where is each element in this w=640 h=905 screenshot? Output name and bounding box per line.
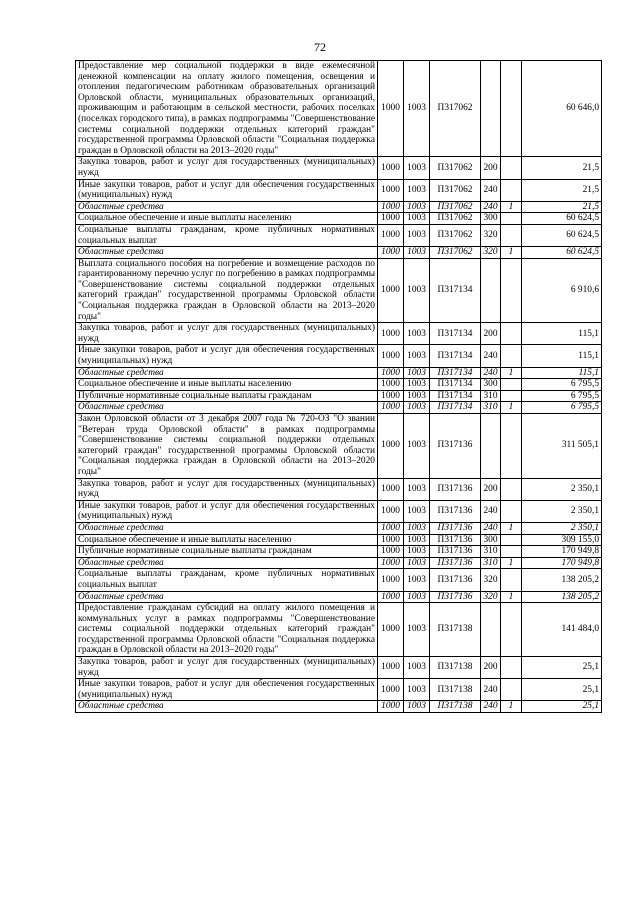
cell-expense-type: 200	[481, 657, 501, 679]
cell-expense-type	[481, 258, 501, 323]
cell-funding-source	[501, 390, 522, 402]
cell-funding-source	[501, 679, 522, 701]
cell-expense-type: 240	[481, 701, 501, 713]
cell-section: 1000	[378, 478, 404, 500]
cell-description: Областные средства	[76, 557, 378, 569]
cell-description: Предоставление мер социальной поддержки в виде ежемесячной денежной компенсации на оплату жилого помещения, освещения и отопления педагогическим работникам образовательных организаций Орловской области, муниципальных образовательных организаций, проживающим и работающим в сельской местности, рабочих поселках (поселках городского типа), в рамках подпрограммы "Совершенствование системы социальной поддержки отдельных категорий граждан" государственной программы Орловской области "Социальная поддержка граждан в Орловской области на 2013–2020 годы"	[76, 61, 378, 157]
cell-section: 1000	[378, 61, 404, 157]
cell-expense-type	[481, 603, 501, 657]
cell-amount: 141 484,0	[522, 603, 602, 657]
cell-funding-source: 1	[501, 591, 522, 603]
cell-subsection: 1003	[404, 679, 430, 701]
cell-subsection: 1003	[404, 179, 430, 201]
cell-description: Областные средства	[76, 701, 378, 713]
cell-target-code: П317138	[430, 679, 481, 701]
cell-amount: 60 646,0	[522, 61, 602, 157]
cell-subsection: 1003	[404, 61, 430, 157]
cell-subsection: 1003	[404, 500, 430, 522]
cell-target-code: П317136	[430, 546, 481, 558]
cell-expense-type: 200	[481, 157, 501, 179]
cell-description: Закон Орловской области от 3 декабря 2007 года № 720-ОЗ "О звании "Ветеран труда Орловской области" в рамках подпрограммы "Совершенствование системы социальной поддержки отдельных категорий граждан" государственной программы Орловской области "Социальная поддержка граждан в Орловской области на 2013–2020 годы"	[76, 414, 378, 479]
cell-expense-type: 240	[481, 500, 501, 522]
cell-target-code: П317134	[430, 345, 481, 367]
cell-description: Социальное обеспечение и иные выплаты населению	[76, 213, 378, 225]
cell-section: 1000	[378, 657, 404, 679]
cell-expense-type: 310	[481, 557, 501, 569]
cell-funding-source: 1	[501, 522, 522, 534]
cell-amount: 6 795,5	[522, 390, 602, 402]
cell-target-code: П317062	[430, 61, 481, 157]
cell-amount: 311 505,1	[522, 414, 602, 479]
cell-funding-source	[501, 534, 522, 546]
cell-target-code: П317134	[430, 379, 481, 391]
cell-description: Социальное обеспечение и иные выплаты населению	[76, 379, 378, 391]
table-row	[76, 546, 602, 558]
cell-funding-source: 1	[501, 402, 522, 414]
cell-section: 1000	[378, 258, 404, 323]
table-row	[76, 379, 602, 391]
cell-expense-type: 240	[481, 201, 501, 213]
cell-amount: 6 795,5	[522, 379, 602, 391]
table-row	[76, 591, 602, 603]
cell-section: 1000	[378, 557, 404, 569]
cell-description: Областные средства	[76, 201, 378, 213]
cell-amount: 25,1	[522, 701, 602, 713]
table-row	[76, 679, 602, 701]
cell-target-code: П317062	[430, 224, 481, 246]
cell-funding-source	[501, 603, 522, 657]
cell-funding-source	[501, 379, 522, 391]
cell-funding-source	[501, 179, 522, 201]
cell-subsection: 1003	[404, 414, 430, 479]
cell-funding-source	[501, 345, 522, 367]
cell-expense-type: 300	[481, 534, 501, 546]
cell-amount: 25,1	[522, 679, 602, 701]
cell-funding-source	[501, 61, 522, 157]
cell-funding-source	[501, 414, 522, 479]
cell-section: 1000	[378, 224, 404, 246]
cell-subsection: 1003	[404, 247, 430, 259]
cell-target-code: П317134	[430, 367, 481, 379]
cell-expense-type: 240	[481, 179, 501, 201]
cell-amount: 115,1	[522, 345, 602, 367]
cell-section: 1000	[378, 679, 404, 701]
cell-funding-source: 1	[501, 247, 522, 259]
cell-funding-source	[501, 157, 522, 179]
cell-subsection: 1003	[404, 402, 430, 414]
cell-funding-source: 1	[501, 367, 522, 379]
table-row	[76, 522, 602, 534]
cell-section: 1000	[378, 367, 404, 379]
cell-description: Публичные нормативные социальные выплаты гражданам	[76, 390, 378, 402]
cell-subsection: 1003	[404, 213, 430, 225]
cell-description: Закупка товаров, работ и услуг для государственных (муниципальных) нужд	[76, 157, 378, 179]
cell-amount: 60 624,5	[522, 224, 602, 246]
cell-description: Иные закупки товаров, работ и услуг для обеспечения государственных (муниципальных) нужд	[76, 345, 378, 367]
table-row	[76, 345, 602, 367]
cell-section: 1000	[378, 201, 404, 213]
cell-description: Иные закупки товаров, работ и услуг для обеспечения государственных (муниципальных) нужд	[76, 679, 378, 701]
cell-target-code: П317134	[430, 402, 481, 414]
cell-target-code: П317134	[430, 323, 481, 345]
table-row	[76, 402, 602, 414]
cell-funding-source	[501, 224, 522, 246]
cell-subsection: 1003	[404, 258, 430, 323]
page-number: 72	[314, 40, 326, 54]
table-row	[76, 603, 602, 657]
cell-expense-type: 320	[481, 569, 501, 591]
table-row	[76, 390, 602, 402]
cell-amount: 138 205,2	[522, 569, 602, 591]
cell-description: Областные средства	[76, 402, 378, 414]
table-body	[76, 61, 602, 713]
cell-funding-source	[501, 546, 522, 558]
table-row	[76, 224, 602, 246]
table-row	[76, 414, 602, 479]
cell-section: 1000	[378, 179, 404, 201]
table-row	[76, 258, 602, 323]
cell-subsection: 1003	[404, 379, 430, 391]
table-row	[76, 213, 602, 225]
cell-description: Публичные нормативные социальные выплаты гражданам	[76, 546, 378, 558]
cell-subsection: 1003	[404, 701, 430, 713]
cell-amount: 21,5	[522, 157, 602, 179]
budget-table	[75, 60, 602, 713]
cell-amount: 309 155,0	[522, 534, 602, 546]
cell-amount: 170 949,8	[522, 546, 602, 558]
cell-funding-source: 1	[501, 701, 522, 713]
table-row	[76, 61, 602, 157]
table-row	[76, 179, 602, 201]
cell-funding-source	[501, 258, 522, 323]
cell-amount: 25,1	[522, 657, 602, 679]
cell-expense-type: 310	[481, 390, 501, 402]
cell-section: 1000	[378, 534, 404, 546]
cell-subsection: 1003	[404, 546, 430, 558]
cell-description: Иные закупки товаров, работ и услуг для обеспечения государственных (муниципальных) нужд	[76, 179, 378, 201]
cell-funding-source	[501, 213, 522, 225]
cell-expense-type: 240	[481, 345, 501, 367]
cell-subsection: 1003	[404, 367, 430, 379]
cell-funding-source	[501, 657, 522, 679]
cell-section: 1000	[378, 414, 404, 479]
cell-description: Областные средства	[76, 367, 378, 379]
cell-target-code: П317062	[430, 157, 481, 179]
table-row	[76, 657, 602, 679]
cell-subsection: 1003	[404, 657, 430, 679]
cell-subsection: 1003	[404, 390, 430, 402]
cell-expense-type	[481, 414, 501, 479]
cell-description: Закупка товаров, работ и услуг для государственных (муниципальных) нужд	[76, 657, 378, 679]
cell-subsection: 1003	[404, 522, 430, 534]
table-row	[76, 478, 602, 500]
cell-section: 1000	[378, 500, 404, 522]
cell-subsection: 1003	[404, 591, 430, 603]
cell-target-code: П317136	[430, 414, 481, 479]
cell-target-code: П317138	[430, 701, 481, 713]
cell-expense-type: 310	[481, 546, 501, 558]
cell-description: Областные средства	[76, 522, 378, 534]
cell-section: 1000	[378, 379, 404, 391]
cell-description: Социальные выплаты гражданам, кроме публичных нормативных социальных выплат	[76, 569, 378, 591]
cell-section: 1000	[378, 345, 404, 367]
cell-funding-source	[501, 569, 522, 591]
table-row	[76, 500, 602, 522]
cell-section: 1000	[378, 591, 404, 603]
cell-expense-type	[481, 61, 501, 157]
cell-description: Областные средства	[76, 247, 378, 259]
cell-target-code: П317136	[430, 569, 481, 591]
cell-description: Иные закупки товаров, работ и услуг для обеспечения государственных (муниципальных) нужд	[76, 500, 378, 522]
cell-subsection: 1003	[404, 201, 430, 213]
cell-section: 1000	[378, 546, 404, 558]
cell-section: 1000	[378, 157, 404, 179]
cell-description: Социальные выплаты гражданам, кроме публичных нормативных социальных выплат	[76, 224, 378, 246]
table-row	[76, 701, 602, 713]
cell-expense-type: 320	[481, 591, 501, 603]
cell-section: 1000	[378, 213, 404, 225]
cell-subsection: 1003	[404, 534, 430, 546]
cell-amount: 115,1	[522, 323, 602, 345]
cell-subsection: 1003	[404, 478, 430, 500]
table-row	[76, 569, 602, 591]
cell-target-code: П317062	[430, 247, 481, 259]
cell-target-code: П317136	[430, 522, 481, 534]
cell-description: Выплата социального пособия на погребение и возмещение расходов по гарантированному перечню услуг по погребению в рамках подпрограммы "Совершенствование системы социальной поддержки отдельных категорий граждан" государственной программы Орловской области "Социальная поддержка граждан в Орловской области на 2013–2020 годы"	[76, 258, 378, 323]
table-row	[76, 367, 602, 379]
cell-amount: 138 205,2	[522, 591, 602, 603]
cell-amount: 6 795,5	[522, 402, 602, 414]
cell-expense-type: 300	[481, 379, 501, 391]
cell-target-code: П317136	[430, 557, 481, 569]
cell-target-code: П317062	[430, 201, 481, 213]
cell-funding-source	[501, 500, 522, 522]
cell-description: Закупка товаров, работ и услуг для государственных (муниципальных) нужд	[76, 478, 378, 500]
cell-subsection: 1003	[404, 345, 430, 367]
cell-funding-source	[501, 323, 522, 345]
cell-expense-type: 320	[481, 247, 501, 259]
table-row	[76, 323, 602, 345]
cell-expense-type: 300	[481, 213, 501, 225]
cell-amount: 6 910,6	[522, 258, 602, 323]
cell-expense-type: 240	[481, 367, 501, 379]
cell-funding-source	[501, 478, 522, 500]
cell-target-code: П317062	[430, 213, 481, 225]
cell-subsection: 1003	[404, 569, 430, 591]
cell-expense-type: 310	[481, 402, 501, 414]
cell-subsection: 1003	[404, 557, 430, 569]
cell-description: Закупка товаров, работ и услуг для государственных (муниципальных) нужд	[76, 323, 378, 345]
cell-section: 1000	[378, 402, 404, 414]
cell-amount: 60 624,5	[522, 247, 602, 259]
cell-target-code: П317062	[430, 179, 481, 201]
cell-section: 1000	[378, 701, 404, 713]
cell-section: 1000	[378, 603, 404, 657]
cell-target-code: П317136	[430, 534, 481, 546]
cell-expense-type: 320	[481, 224, 501, 246]
cell-target-code: П317136	[430, 478, 481, 500]
cell-funding-source: 1	[501, 557, 522, 569]
table-row	[76, 534, 602, 546]
cell-target-code: П317134	[430, 390, 481, 402]
cell-target-code: П317138	[430, 603, 481, 657]
cell-amount: 2 350,1	[522, 478, 602, 500]
table-row	[76, 557, 602, 569]
cell-target-code: П317138	[430, 657, 481, 679]
cell-amount: 60 624,5	[522, 213, 602, 225]
cell-amount: 2 350,1	[522, 522, 602, 534]
cell-section: 1000	[378, 522, 404, 534]
cell-section: 1000	[378, 247, 404, 259]
cell-expense-type: 200	[481, 323, 501, 345]
cell-section: 1000	[378, 390, 404, 402]
cell-section: 1000	[378, 569, 404, 591]
cell-expense-type: 240	[481, 679, 501, 701]
cell-description: Предоставление гражданам субсидий на оплату жилого помещения и коммунальных услуг в рамках подпрограммы "Совершенствование системы социальной поддержки отдельных категорий граждан" государственной программы Орловской области "Социальная поддержка граждан в Орловской области на 2013–2020 годы"	[76, 603, 378, 657]
cell-amount: 170 949,8	[522, 557, 602, 569]
cell-description: Социальное обеспечение и иные выплаты населению	[76, 534, 378, 546]
cell-expense-type: 240	[481, 522, 501, 534]
cell-amount: 115,1	[522, 367, 602, 379]
cell-target-code: П317136	[430, 500, 481, 522]
cell-subsection: 1003	[404, 323, 430, 345]
cell-section: 1000	[378, 323, 404, 345]
cell-target-code: П317134	[430, 258, 481, 323]
cell-expense-type: 200	[481, 478, 501, 500]
cell-subsection: 1003	[404, 157, 430, 179]
table-row	[76, 201, 602, 213]
cell-amount: 21,5	[522, 201, 602, 213]
cell-subsection: 1003	[404, 603, 430, 657]
cell-description: Областные средства	[76, 591, 378, 603]
cell-subsection: 1003	[404, 224, 430, 246]
cell-amount: 21,5	[522, 179, 602, 201]
cell-funding-source: 1	[501, 201, 522, 213]
table-row	[76, 247, 602, 259]
cell-target-code: П317136	[430, 591, 481, 603]
cell-amount: 2 350,1	[522, 500, 602, 522]
table-row	[76, 157, 602, 179]
